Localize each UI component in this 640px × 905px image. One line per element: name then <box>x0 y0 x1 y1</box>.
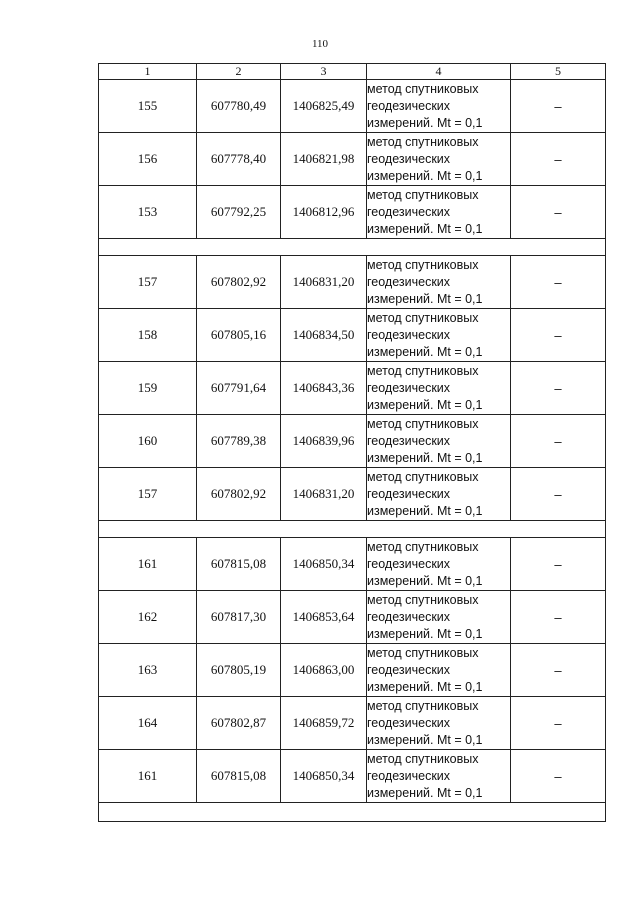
coordinates-table <box>98 63 606 822</box>
empty-value-dash: – <box>511 750 606 803</box>
point-number: 163 <box>99 644 197 697</box>
method-cell <box>367 309 511 362</box>
method-line: метод спутниковых <box>367 134 479 149</box>
coordinate-y: 1406850,34 <box>281 750 367 803</box>
point-number: 157 <box>99 256 197 309</box>
coordinate-x: 607792,25 <box>197 186 281 239</box>
method-line: геодезических <box>367 151 451 166</box>
method-cell <box>367 697 511 750</box>
coordinate-y: 1406863,00 <box>281 644 367 697</box>
method-line: метод спутниковых <box>367 645 479 660</box>
method-cell <box>367 186 511 239</box>
method-line: метод спутниковых <box>367 363 479 378</box>
table-row <box>99 538 606 591</box>
table-row <box>99 591 606 644</box>
table-row <box>99 362 606 415</box>
empty-value-dash: – <box>511 186 606 239</box>
method-line: измерений. Mt = 0,1 <box>367 115 483 130</box>
method-line: геодезических <box>367 98 451 113</box>
point-number: 160 <box>99 415 197 468</box>
empty-value-dash: – <box>511 80 606 133</box>
empty-value-dash: – <box>511 309 606 362</box>
separator-cell <box>99 803 606 822</box>
point-number: 161 <box>99 538 197 591</box>
method-cell <box>367 644 511 697</box>
method-line: геодезических <box>367 486 451 501</box>
method-cell <box>367 750 511 803</box>
method-cell <box>367 591 511 644</box>
empty-value-dash: – <box>511 697 606 750</box>
empty-value-dash: – <box>511 415 606 468</box>
coordinate-y: 1406834,50 <box>281 309 367 362</box>
method-line: метод спутниковых <box>367 751 479 766</box>
method-line: геодезических <box>367 274 451 289</box>
coordinate-y: 1406821,98 <box>281 133 367 186</box>
method-line: геодезических <box>367 609 451 624</box>
method-line: метод спутниковых <box>367 81 479 96</box>
point-number: 156 <box>99 133 197 186</box>
method-line: метод спутниковых <box>367 592 479 607</box>
separator-cell <box>99 521 606 538</box>
point-number: 153 <box>99 186 197 239</box>
method-line: метод спутниковых <box>367 698 479 713</box>
coordinate-x: 607815,08 <box>197 538 281 591</box>
header-row <box>99 64 606 80</box>
method-line: метод спутниковых <box>367 416 479 431</box>
coordinate-x: 607780,49 <box>197 80 281 133</box>
coordinate-y: 1406839,96 <box>281 415 367 468</box>
method-cell <box>367 415 511 468</box>
method-line: измерений. Mt = 0,1 <box>367 679 483 694</box>
point-number: 157 <box>99 468 197 521</box>
coordinate-x: 607791,64 <box>197 362 281 415</box>
method-cell <box>367 538 511 591</box>
point-number: 164 <box>99 697 197 750</box>
coordinate-x: 607805,16 <box>197 309 281 362</box>
method-line: метод спутниковых <box>367 187 479 202</box>
column-header: 2 <box>197 64 281 80</box>
point-number: 155 <box>99 80 197 133</box>
empty-value-dash: – <box>511 468 606 521</box>
method-line: измерений. Mt = 0,1 <box>367 221 483 236</box>
method-cell <box>367 133 511 186</box>
method-line: геодезических <box>367 715 451 730</box>
method-line: измерений. Mt = 0,1 <box>367 168 483 183</box>
method-line: измерений. Mt = 0,1 <box>367 785 483 800</box>
method-line: геодезических <box>367 768 451 783</box>
coordinate-x: 607802,92 <box>197 256 281 309</box>
table-row <box>99 415 606 468</box>
method-line: метод спутниковых <box>367 257 479 272</box>
method-cell <box>367 468 511 521</box>
method-line: геодезических <box>367 380 451 395</box>
method-line: метод спутниковых <box>367 469 479 484</box>
method-cell <box>367 362 511 415</box>
table-row <box>99 309 606 362</box>
coordinate-y: 1406831,20 <box>281 468 367 521</box>
table-row <box>99 256 606 309</box>
table-row <box>99 186 606 239</box>
point-number: 158 <box>99 309 197 362</box>
coordinate-x: 607805,19 <box>197 644 281 697</box>
method-line: измерений. Mt = 0,1 <box>367 397 483 412</box>
point-number: 161 <box>99 750 197 803</box>
coordinate-x: 607778,40 <box>197 133 281 186</box>
method-line: геодезических <box>367 662 451 677</box>
method-cell <box>367 80 511 133</box>
coordinate-y: 1406859,72 <box>281 697 367 750</box>
contour-separator-row <box>99 521 606 538</box>
column-header: 5 <box>511 64 606 80</box>
coordinate-x: 607789,38 <box>197 415 281 468</box>
table-row <box>99 468 606 521</box>
method-line: измерений. Mt = 0,1 <box>367 291 483 306</box>
method-line: измерений. Mt = 0,1 <box>367 344 483 359</box>
coordinate-x: 607815,08 <box>197 750 281 803</box>
method-line: геодезических <box>367 556 451 571</box>
table-row <box>99 80 606 133</box>
method-line: геодезических <box>367 204 451 219</box>
contour-separator-row <box>99 803 606 822</box>
empty-value-dash: – <box>511 362 606 415</box>
method-line: измерений. Mt = 0,1 <box>367 450 483 465</box>
coordinate-y: 1406831,20 <box>281 256 367 309</box>
coordinate-y: 1406812,96 <box>281 186 367 239</box>
empty-value-dash: – <box>511 644 606 697</box>
empty-value-dash: – <box>511 133 606 186</box>
coordinate-y: 1406825,49 <box>281 80 367 133</box>
empty-value-dash: – <box>511 591 606 644</box>
table-row <box>99 750 606 803</box>
coordinate-y: 1406843,36 <box>281 362 367 415</box>
method-line: измерений. Mt = 0,1 <box>367 626 483 641</box>
coordinate-x: 607802,92 <box>197 468 281 521</box>
method-line: метод спутниковых <box>367 310 479 325</box>
method-line: измерений. Mt = 0,1 <box>367 503 483 518</box>
coordinate-y: 1406850,34 <box>281 538 367 591</box>
coordinate-x: 607802,87 <box>197 697 281 750</box>
method-cell <box>367 256 511 309</box>
table-row <box>99 697 606 750</box>
method-line: геодезических <box>367 327 451 342</box>
page-number: 110 <box>311 38 329 50</box>
coordinate-y: 1406853,64 <box>281 591 367 644</box>
method-line: измерений. Mt = 0,1 <box>367 732 483 747</box>
method-line: геодезических <box>367 433 451 448</box>
column-header: 4 <box>367 64 511 80</box>
empty-value-dash: – <box>511 256 606 309</box>
point-number: 159 <box>99 362 197 415</box>
column-header: 3 <box>281 64 367 80</box>
table-row <box>99 644 606 697</box>
separator-cell <box>99 239 606 256</box>
method-line: метод спутниковых <box>367 539 479 554</box>
coordinate-x: 607817,30 <box>197 591 281 644</box>
method-line: измерений. Mt = 0,1 <box>367 573 483 588</box>
table-row <box>99 133 606 186</box>
empty-value-dash: – <box>511 538 606 591</box>
column-header: 1 <box>99 64 197 80</box>
contour-separator-row <box>99 239 606 256</box>
point-number: 162 <box>99 591 197 644</box>
